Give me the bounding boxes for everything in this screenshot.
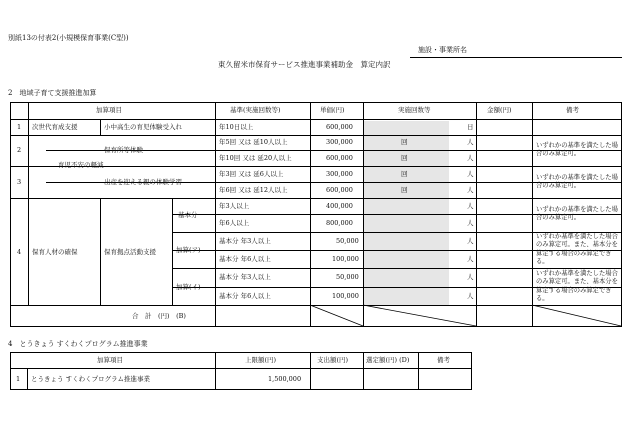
- row4-line6-unit: 人: [467, 292, 474, 300]
- row4-line2-unit: 人: [467, 219, 474, 227]
- row4-sub-a: 加算(ア): [176, 246, 201, 254]
- row3-item: 出産を迎える親の体験学習: [104, 178, 182, 186]
- row4-remarks-basic: いずれかの基準を満たした場合のみ算定可。: [536, 206, 618, 222]
- row4-line4-price: 100,000: [332, 255, 359, 263]
- row4-line5-unit: 人: [467, 273, 474, 281]
- row4-line5-price: 50,000: [336, 273, 359, 281]
- section4-title: 4 とうきょう すくわくプログラム推進事業: [8, 340, 148, 348]
- row2-no: 2: [17, 146, 22, 154]
- row4-remarks-a: いずれか基準を満たした場合のみ算定可。また、基本分を算定する場合のみ算定できる。: [536, 233, 618, 265]
- row3-kai-b: 回: [401, 186, 408, 194]
- row2-nin-b: 人: [467, 154, 474, 162]
- row3-criteria-b: 年6回 又は 延12人以上: [219, 186, 288, 194]
- row4-remarks-i: いずれか基準を満たした場合のみ算定可。また、基本分を算定する場合のみ算定できる。: [536, 270, 618, 302]
- row3-price-b: 600,000: [326, 186, 353, 194]
- category-2-3: 育児不安の軽減: [58, 161, 104, 169]
- s4-row-no: 1: [16, 375, 21, 383]
- header-criteria: 基準(実施回数等): [230, 106, 281, 114]
- header-actual: 実施回数等: [398, 106, 431, 114]
- s4-header-item: 加算項目: [97, 356, 123, 364]
- row1-category: 次世代育成支援: [32, 123, 78, 131]
- total-label: 合 計 (円) (B): [132, 312, 186, 320]
- row4-line2-criteria: 年6人以上: [219, 219, 250, 227]
- row3-nin-b: 人: [467, 186, 474, 194]
- header-item: 加算項目: [96, 106, 122, 114]
- row4-line6-criteria: 基本分 年6人以上: [219, 292, 271, 300]
- s4-header-spent: 支出額(円): [317, 356, 349, 364]
- page-title: 東久留米市保育サービス推進事業補助金 算定内訳: [218, 60, 391, 69]
- row4-item: 保育拠点活動支援: [104, 248, 156, 256]
- row2-item: 保育所等体験: [104, 146, 143, 154]
- header-amount: 金額(円): [487, 106, 512, 114]
- row1-item: 小中高生の育児体験受入れ: [104, 123, 182, 131]
- row4-line2-price: 800,000: [326, 219, 353, 227]
- form-id: 別紙13の付表2(小規模保育事業(C型)): [8, 34, 129, 42]
- row1-no: 1: [17, 123, 22, 131]
- row4-line5-criteria: 基本分 年3人以上: [219, 273, 271, 281]
- row4-line3-unit: 人: [467, 237, 474, 245]
- row4-line3-criteria: 基本分 年3人以上: [219, 237, 271, 245]
- row2-kai-b: 回: [401, 154, 408, 162]
- row4-sub-i: 加算(イ): [176, 283, 201, 291]
- row1-unit: 日: [467, 123, 474, 131]
- row4-line4-criteria: 基本分 年6人以上: [219, 255, 271, 263]
- row3-price-a: 300,000: [326, 170, 353, 178]
- row4-no: 4: [17, 248, 22, 256]
- row2-price-a: 300,000: [326, 138, 353, 146]
- facility-label: 施設・事業所名: [418, 46, 467, 54]
- section2-title: 2 地域子育て支援推進加算: [8, 89, 97, 97]
- row4-line1-criteria: 年3人以上: [219, 202, 250, 210]
- header-unit-price: 単価(円): [320, 106, 345, 114]
- row2-criteria-a: 年5回 又は 延10人以上: [219, 138, 288, 146]
- s4-header-selected: 選定額(円) (D): [366, 356, 410, 364]
- row4-line6-price: 100,000: [332, 292, 359, 300]
- row3-criteria-a: 年3回 又は 延6人以上: [219, 170, 284, 178]
- row4-sub-basic: 基本分: [178, 211, 198, 219]
- row3-kai-a: 回: [401, 170, 408, 178]
- row2-price-b: 600,000: [326, 154, 353, 162]
- row4-category: 保育人材の確保: [32, 248, 78, 256]
- row4-line3-price: 50,000: [336, 237, 359, 245]
- s4-header-remarks: 備考: [437, 356, 450, 364]
- row3-nin-a: 人: [467, 170, 474, 178]
- row1-criteria: 年10日以上: [219, 123, 254, 131]
- row4-line1-price: 400,000: [326, 202, 353, 210]
- row2-nin-a: 人: [467, 138, 474, 146]
- row2-criteria-b: 年10回 又は 延20人以上: [219, 154, 292, 162]
- row3-no: 3: [17, 178, 22, 186]
- row2-remarks: いずれかの基準を満たした場合のみ算定可。: [536, 142, 618, 158]
- header-remarks: 備考: [566, 106, 579, 114]
- row2-kai-a: 回: [401, 138, 408, 146]
- row1-price: 600,000: [326, 123, 353, 131]
- s4-row-item: とうきょう すくわくプログラム推進事業: [31, 375, 151, 383]
- s4-header-limit: 上限額(円): [245, 356, 277, 364]
- s4-row-limit: 1,500,000: [268, 375, 302, 383]
- row4-line1-unit: 人: [467, 202, 474, 210]
- row3-remarks: いずれかの基準を満たした場合のみ算定可。: [536, 174, 618, 190]
- row4-line4-unit: 人: [467, 255, 474, 263]
